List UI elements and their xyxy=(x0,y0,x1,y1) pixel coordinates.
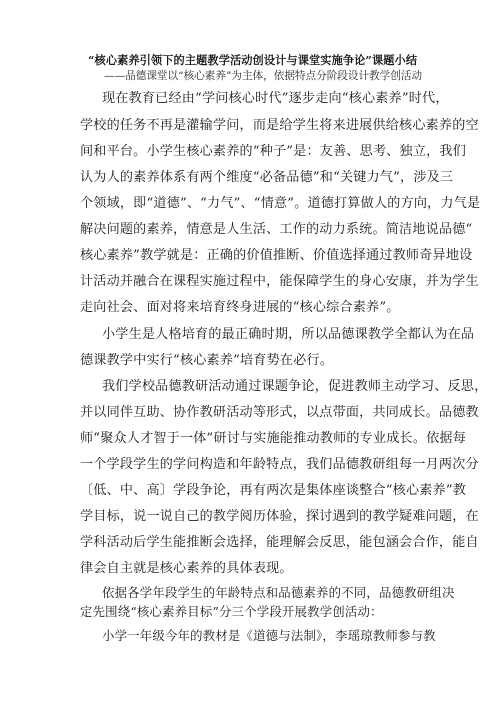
paragraph-line: 师“聚众人才智于一体”研讨与实施能推动教师的专业成长。依据每 xyxy=(80,431,467,446)
paragraph-line: 走向社会、面对将来培育终身进展的“核心综合素养”。 xyxy=(80,300,400,315)
paragraph-line: 认为人的素养体系有两个维度“必备品德”和“关键力气”，涉及三 xyxy=(80,170,454,185)
paragraph-line: 学校的任务不再是灌输学问，而是给学生将来进展供给核心素养的空 xyxy=(80,118,479,133)
paragraph-line: 核心素养”教学就是：正确的价值推断、价值选择通过教师奇异地设 xyxy=(80,248,473,263)
paragraph-line: 一个学段学生的学问构造和年龄特点，我们品德教研组每一月两次分 xyxy=(80,457,479,472)
paragraph-line: 并以同伴互助、协作教研活动等形式，以点带面，共同成长。品德教 xyxy=(80,405,479,420)
paragraph-line: 学科活动后学生能推断会选择，能理解会反思，能包涵会合作，能自 xyxy=(80,535,479,550)
paragraph-line: 解决问题的素养，情意是人生活、工作的动力系统。简洁地说品德“ xyxy=(80,222,473,237)
document-subtitle: ——品德课堂以“核心素养”为主体，依据特点分阶段设计教学创活动 xyxy=(104,70,423,82)
paragraph-line: 小学生是人格培育的最正确时期，所以品德课教学全都认为在品 xyxy=(102,327,475,342)
paragraph-line: 间和平台。小学生核心素养的“种子”是：友善、思考、独立，我们 xyxy=(80,144,467,159)
paragraph-line: 个领域，即“道德”、“力气”、“情意”。道德打算做人的方向，力气是 xyxy=(80,196,481,211)
paragraph-line: 我们学校品德教研活动通过课题争论，促进教师主动学习、反思， xyxy=(102,379,488,394)
paragraph-line: 律会自主就是核心素养的具体表现。 xyxy=(80,561,293,576)
paragraph-line: 小学一年级今年的教材是《道德与法制》，李瑶琼教师参与教 xyxy=(102,628,436,643)
document-title: “核心素养引领下的主题教学活动创设计与课堂实施争论”课题小结 xyxy=(88,53,418,67)
paragraph-line: 学目标，说一说自己的教学阅历体验，探讨遇到的教学疑难问题，在 xyxy=(80,509,479,524)
paragraph-line: 定先围绕“核心素养目标”分三个学段开展教学创活动： xyxy=(80,604,383,619)
paragraph-line: 依据各学年段学生的年龄特点和品德素养的不同，品德教研组决 xyxy=(102,585,455,600)
paragraph-line: 现在教育已经由“学问核心时代”逐步走向“核心素养”时代， xyxy=(102,91,449,106)
paragraph-line: 德课教学中实行“核心素养”培育势在必行。 xyxy=(80,353,334,368)
paragraph-line: 〔低、中、高〕学段争论，再有两次是集体座谈整合“核心素养”教 xyxy=(80,483,467,498)
paragraph-line: 计活动并融合在课程实施过程中，能保障学生的身心安康，并为学生 xyxy=(80,274,479,289)
